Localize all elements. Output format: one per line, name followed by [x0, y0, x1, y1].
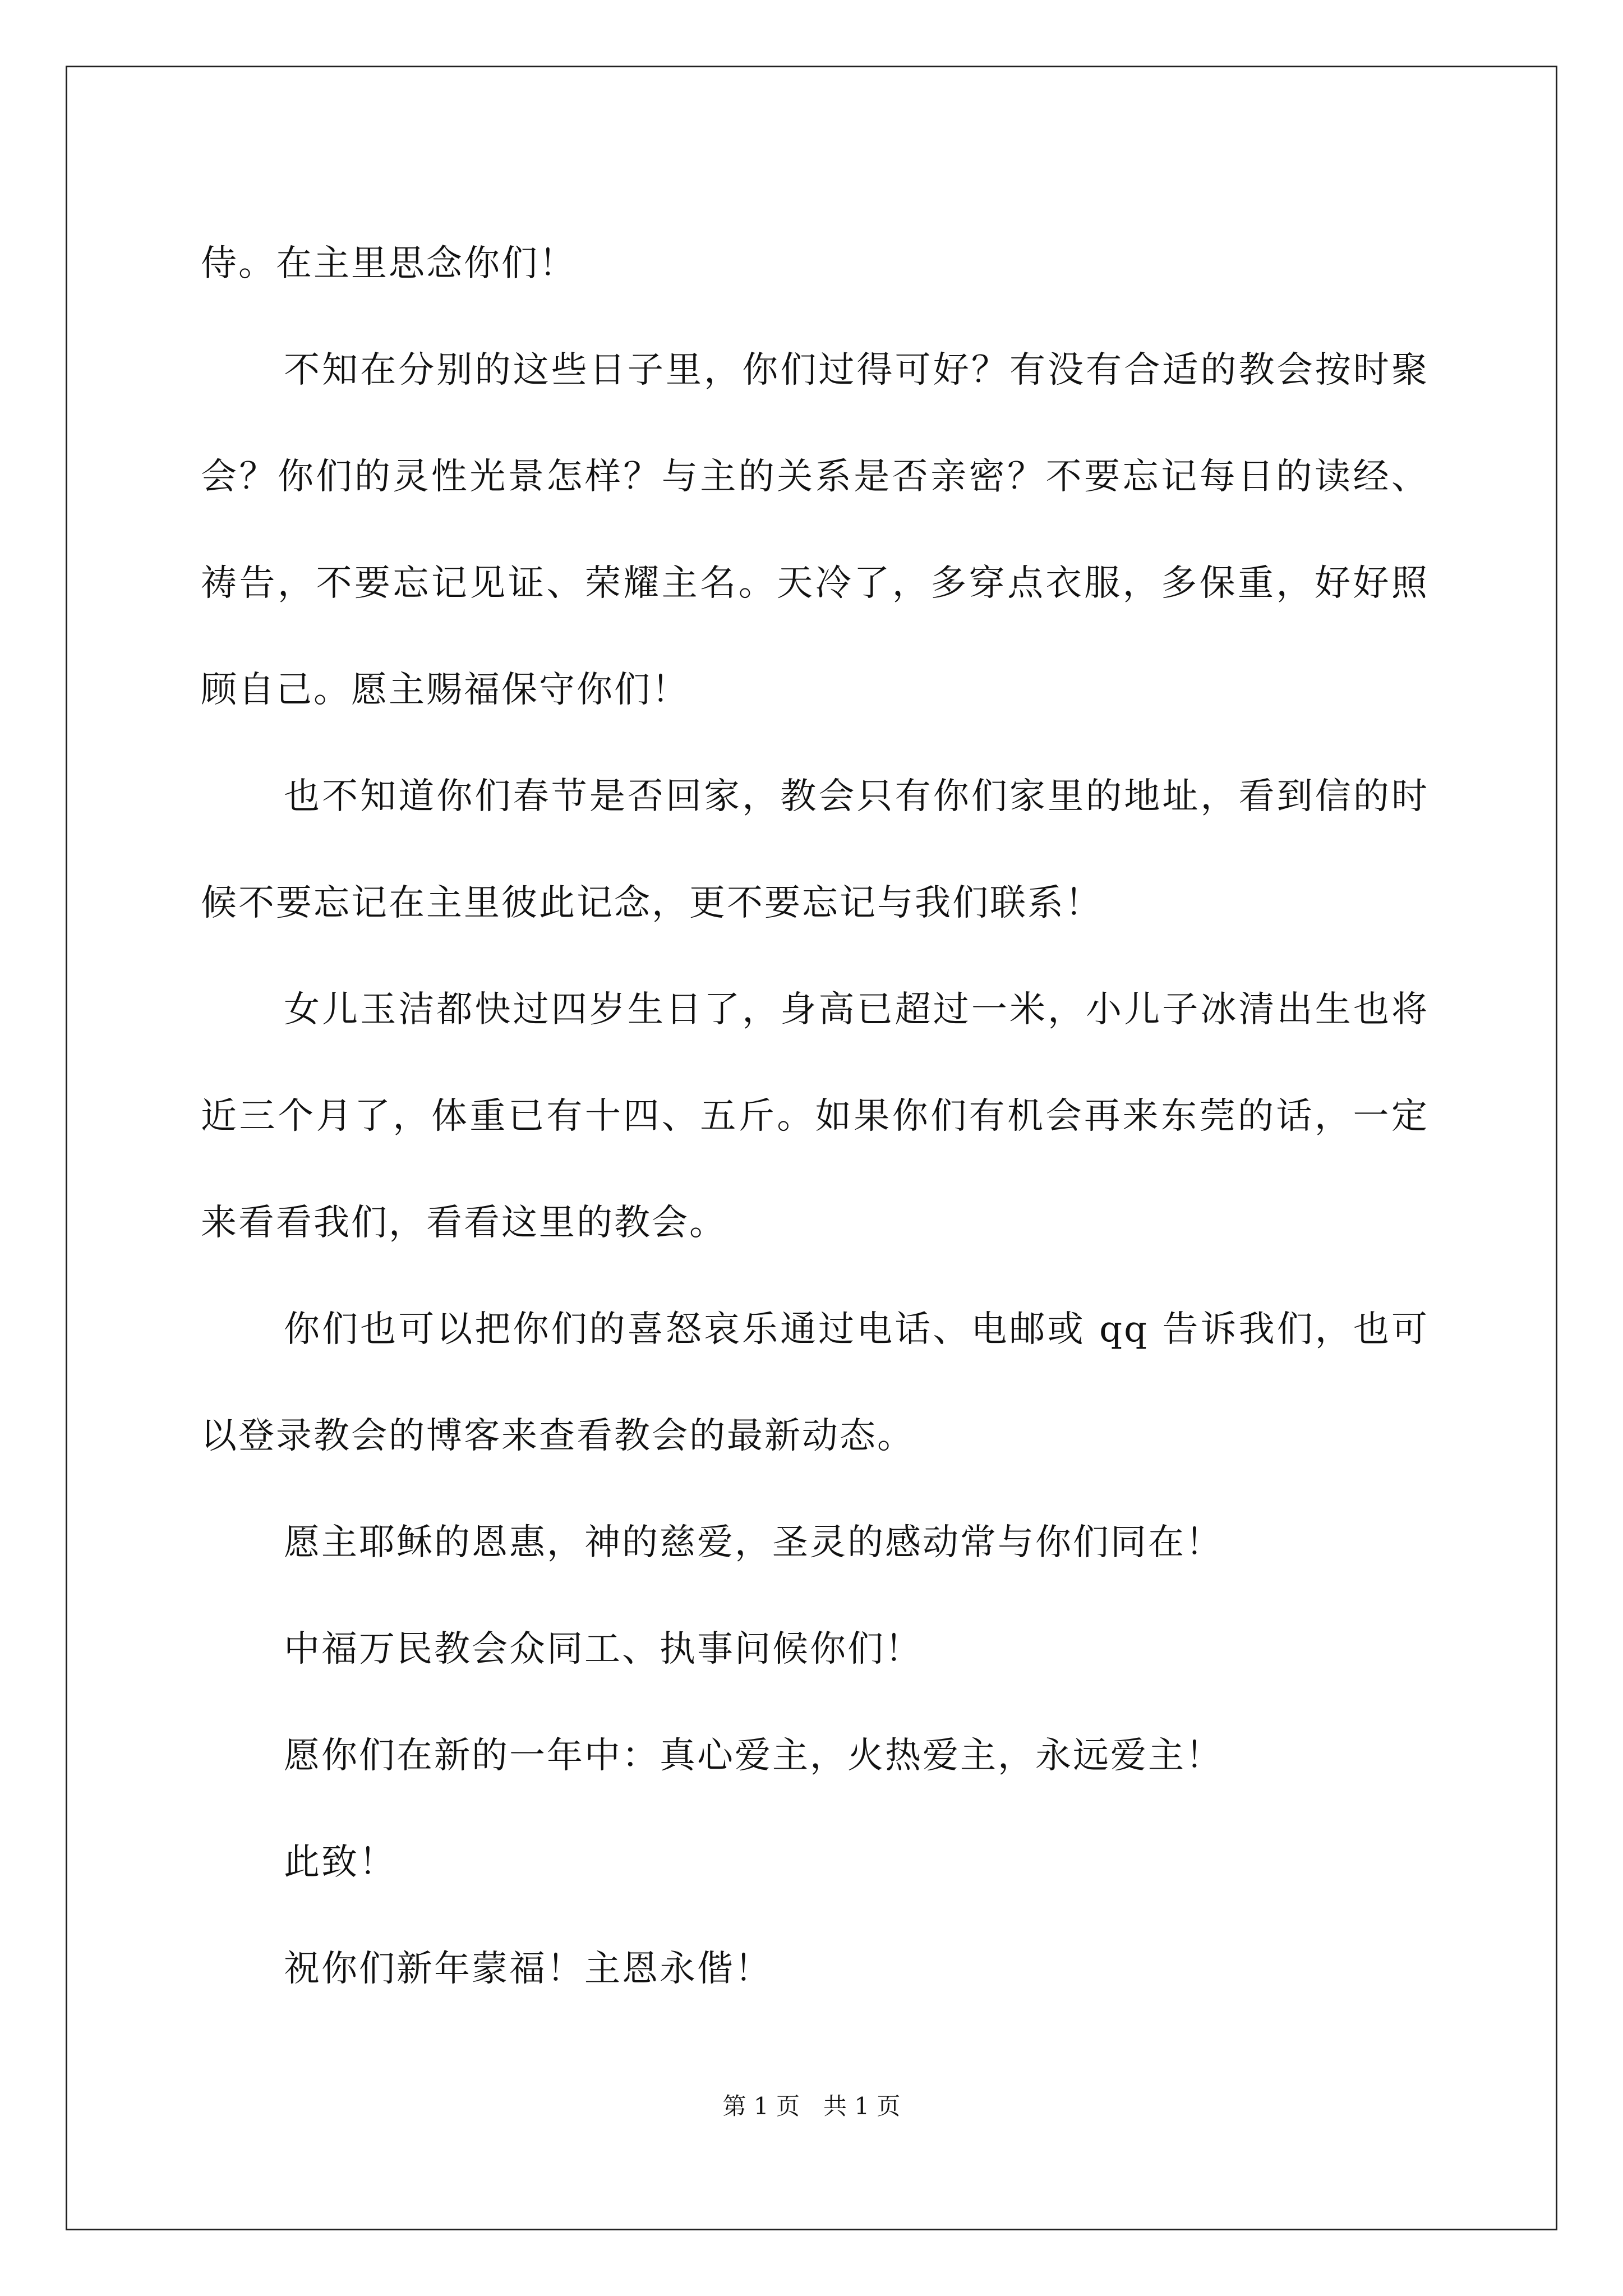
paragraph-3: 也不知道你们春节是否回家，教会只有你们家里的地址，看到信的时候不要忘记在主里彼此记念，更不要忘记与我们联系！: [201, 776, 1429, 924]
paragraph-7: 中福万民教会众同工、执事问候你们！: [284, 1628, 923, 1670]
paragraph-6: 愿主耶稣的恩惠，神的慈爱，圣灵的感动常与你们同在！: [284, 1522, 1223, 1563]
paragraph-10: 祝你们新年蒙福！主恩永偕！: [284, 1948, 772, 1990]
paragraph-5: 你们也可以把你们的喜怒哀乐通过电话、电邮或 qq 告诉我们，也可以登录教会的博客来查看教会的最新动态。: [201, 1309, 1429, 1457]
page-number: 第 1 页 共 1 页: [722, 2092, 901, 2120]
paragraph-9: 此致！: [284, 1842, 396, 1883]
document-body: [201, 210, 1429, 2022]
paragraph-2: 不知在分别的这些日子里，你们过得可好？有没有合适的教会按时聚会？你们的灵性光景怎样？与主的关系是否亲密？不要忘记每日的读经、祷告，不要忘记见证、荣耀主名。天冷了，多穿点衣服，多保重，好好照顾自己。愿主赐福保守你们！: [201, 349, 1429, 711]
paragraph-4: 女儿玉洁都快过四岁生日了，身高已超过一米，小儿子冰清出生也将近三个月了，体重已有十四、五斤。如果你们有机会再来东莞的话，一定来看看我们，看看这里的教会。: [201, 989, 1429, 1244]
paragraph-8: 愿你们在新的一年中：真心爱主，火热爱主，永远爱主！: [284, 1735, 1223, 1777]
paragraph-1: 侍。在主里思念你们！: [201, 243, 577, 284]
